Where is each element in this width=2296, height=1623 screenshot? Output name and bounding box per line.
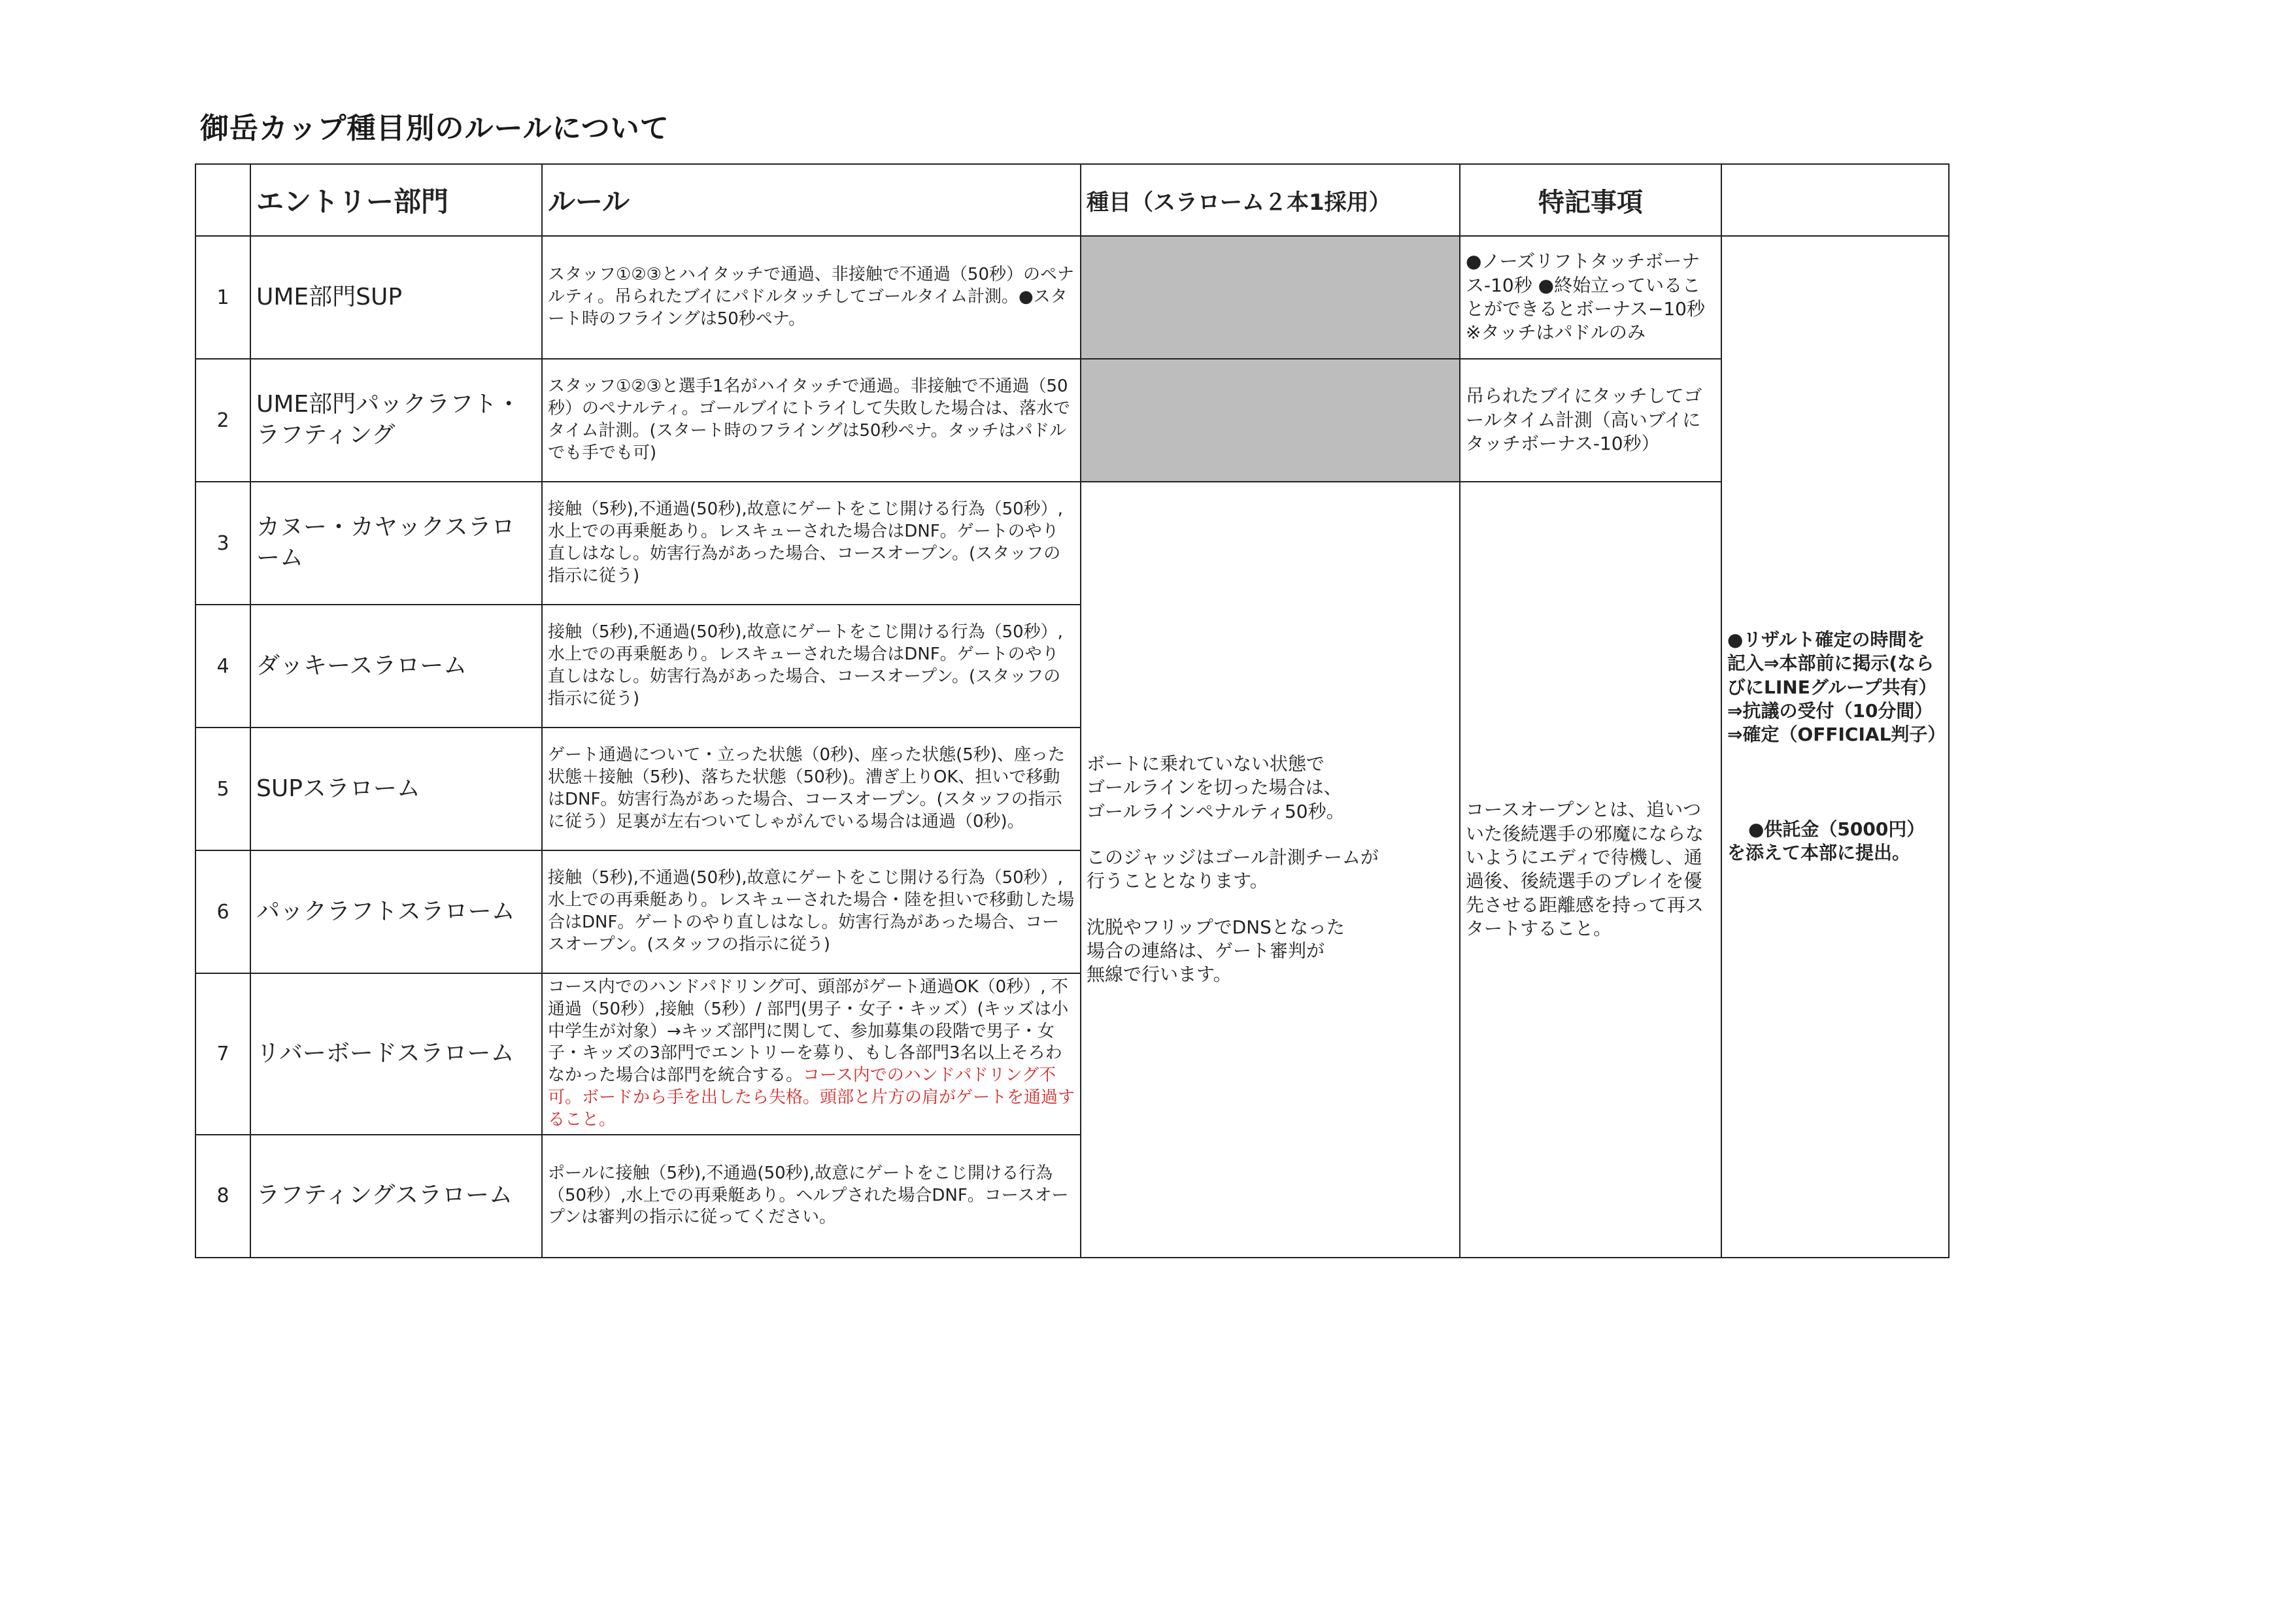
event-cell-shaded: [1081, 236, 1460, 359]
entry-division: カヌー・カヤックスラローム: [250, 482, 542, 605]
entry-division: UME部門パックラフト・ラフティング: [250, 359, 542, 482]
row-number: 7: [195, 973, 250, 1135]
header-blank: [1721, 164, 1949, 236]
entry-division: ラフティングスラローム: [250, 1135, 542, 1258]
header-rule: ルール: [542, 164, 1081, 236]
rule-text: スタッフ①②③と選手1名がハイタッチで通過。非接触で不通過（50秒）のペナルティ。ゴールブイにトライして失敗した場合は、落水でタイム計測。(スタート時のフライングは50秒ペナ。タッチはパドルでも手でも可): [542, 359, 1081, 482]
entry-division: ダッキースラローム: [250, 605, 542, 728]
row-number: 1: [195, 236, 250, 359]
rule-text: ゲート通過について・立った状態（0秒)、座った状態(5秒)、座った状態＋接触（5秒)、落ちた状態（50秒)。漕ぎ上りOK、担いで移動はDNF。妨害行為があった場合、コースオープン。(スタッフの指示に従う）足裏が左右ついてしゃがんでいる場合は通過（0秒)。: [542, 728, 1081, 850]
rule-text: ポールに接触（5秒),不通過(50秒),故意にゲートをこじ開ける行為（50秒）,水上での再乗艇あり。ヘルプされた場合DNF。コースオープンは審判の指示に従ってください。: [542, 1135, 1081, 1258]
table-row: [195, 482, 1949, 605]
row-number: 4: [195, 605, 250, 728]
rules-table: [195, 163, 1950, 1258]
deposit-note: ●供託金（5000円）を添えて本部に提出。: [1727, 818, 1925, 864]
entry-division: パックラフトスラローム: [250, 850, 542, 973]
entry-division: SUPスラローム: [250, 728, 542, 850]
header-notes: 特記事項: [1460, 164, 1721, 236]
special-note: 吊られたブイにタッチしてゴールタイム計測（高いブイにタッチボーナス-10秒）: [1460, 359, 1721, 482]
rule-text: 接触（5秒),不通過(50秒),故意にゲートをこじ開ける行為（50秒）,水上での再乗艇あり。レスキューされた場合はDNF。ゲートのやり直しはなし。妨害行為があった場合、コースオープン。(スタッフの指示に従う): [542, 605, 1081, 728]
header-entry: エントリー部門: [250, 164, 542, 236]
dns-contact-note: 沈脱やフリップでDNSとなった 場合の連絡は、ゲート審判が 無線で行います。: [1087, 916, 1345, 986]
goal-line-penalty-note: ボートに乗れていない状態で ゴールラインを切った場合は、 ゴールラインペナルティ50秒。: [1087, 752, 1345, 822]
judge-note: このジャッジはゴール計測チームが 行うこととなります。: [1087, 846, 1379, 892]
rule-text: 接触（5秒),不通過(50秒),故意にゲートをこじ開ける行為（50秒）,水上での再乗艇あり。レスキューされた場合はDNF。ゲートのやり直しはなし。妨害行為があった場合、コースオープン。(スタッフの指示に従う): [542, 482, 1081, 605]
page-title: 御岳カップ種目別のルールについて: [200, 112, 669, 145]
header-number: [195, 164, 250, 236]
result-note: [1721, 236, 1949, 1258]
event-cell-shaded: [1081, 359, 1460, 482]
rule-text-main: コース内でのハンドパドリング可、頭部がゲート通過OK（0秒）, 不通過（50秒）,接触（5秒）/ 部門(男子・女子・キッズ）(キッズは小中学生が対象）→キッズ部門に関して、参加募集の段階で男子・女子・キッズの3部門でエントリーを募り、もし各部門3名以上そろわなかった場合は部門を統合する。: [548, 977, 1069, 1086]
header-event: 種目（スラローム２本1採用）: [1081, 164, 1460, 236]
rule-text: スタッフ①②③とハイタッチで通過、非接触で不通過（50秒）のペナルティ。吊られたブイにパドルタッチしてゴールタイム計測。●スタート時のフライングは50秒ペナ。: [542, 236, 1081, 359]
row-number: 5: [195, 728, 250, 850]
table-row: [195, 359, 1949, 482]
table-row: [195, 236, 1949, 359]
rule-text: 接触（5秒),不通過(50秒),故意にゲートをこじ開ける行為（50秒）,水上での再乗艇あり。レスキューされた場合・陸を担いで移動した場合はDNF。ゲートのやり直しはなし。妨害行為があった場合、コースオープン。(スタッフの指示に従う): [542, 850, 1081, 973]
event-shared-note: [1081, 482, 1460, 1258]
row-number: 6: [195, 850, 250, 973]
header-row: [195, 164, 1949, 236]
row-number: 2: [195, 359, 250, 482]
rule-text: [542, 973, 1081, 1135]
special-note: ●ノーズリフトタッチボーナス-10秒 ●終始立っていることができるとボーナス−10秒 ※タッチはパドルのみ: [1460, 236, 1721, 359]
row-number: 3: [195, 482, 250, 605]
entry-division: UME部門SUP: [250, 236, 542, 359]
row-number: 8: [195, 1135, 250, 1258]
entry-division: リバーボードスラローム: [250, 973, 542, 1135]
result-confirm-note: ●リザルト確定の時間を記入⇒本部前に掲示(ならびにLINEグループ共有）⇒抗議の受付（10分間）⇒確定（OFFICIAL判子）: [1727, 628, 1946, 746]
rule-text-warning: コース内でのハンドパドリング不可。ボードから手を出したら失格。頭部と片方の肩がゲートを通過すること。: [548, 1065, 1075, 1129]
course-open-note: コースオープンとは、追いついた後続選手の邪魔にならないようにエディで待機し、通過後、後続選手のプレイを優先させる距離感を持って再スタートすること。: [1460, 482, 1721, 1258]
